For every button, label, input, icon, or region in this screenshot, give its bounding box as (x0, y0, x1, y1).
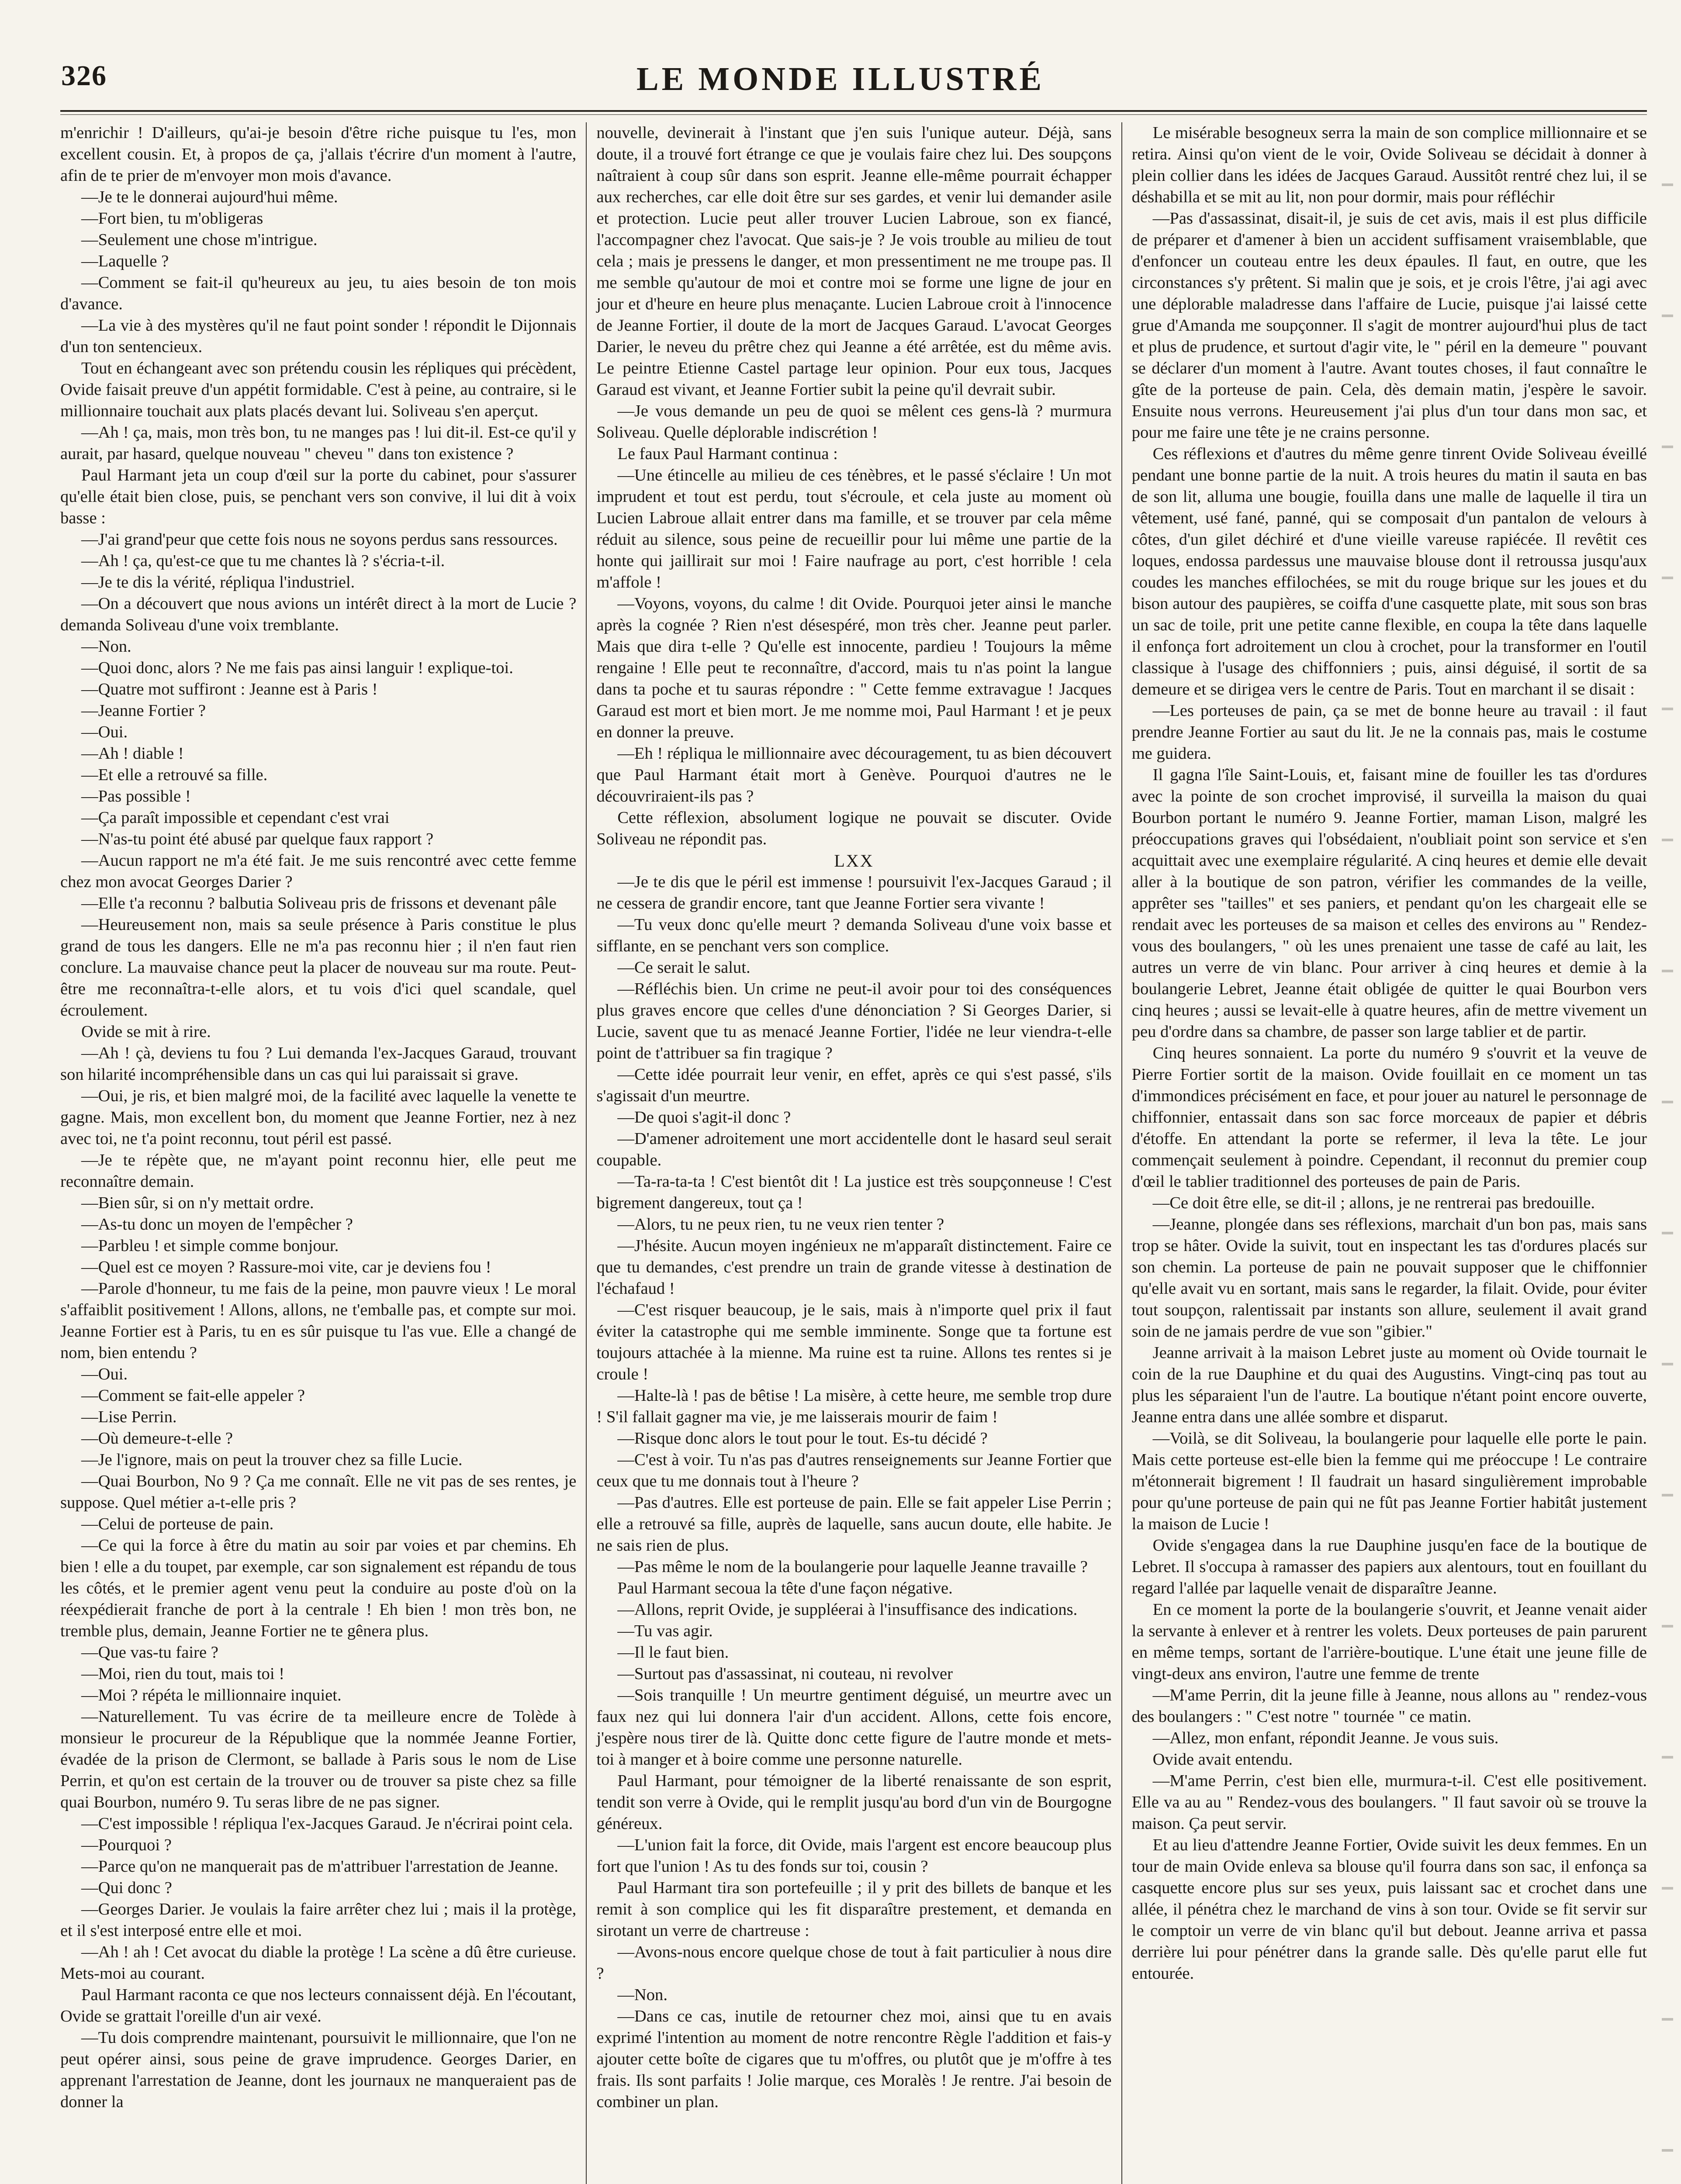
paragraph: —Où demeure-t-elle ? (81, 1429, 233, 1448)
paragraph: —Que vas-tu faire ? (81, 1643, 218, 1662)
paragraph: —C'est à voir. Tu n'as pas d'autres renseignements sur Jeanne Fortier que ceux que tu me donnais tout à l'heure ? (596, 1451, 1112, 1490)
paragraph: —On a découvert que nous avions un intérêt direct à la mort de Lucie ? demanda Soliveau d'une voix tremblante. (60, 594, 577, 634)
paragraph: —Réfléchis bien. Un crime ne peut-il avoir pour toi des conséquences plus graves encore que celles d'une dénonciation ? Si Georges Darier, si Lucie, savent que tu as menacé Jeanne Fortier, l'idée ne leur viendra-t-elle point de t'attribuer sa fin tragique ? (596, 980, 1112, 1062)
paragraph: Ces réflexions et d'autres du même genre tinrent Ovide Soliveau éveillé pendant une bonne partie de la nuit. A trois heures du matin il sauta en bas de son lit, alluma une bougie, fouilla dans une malle de laquelle il tira un vêtement, usé fané, panné, qui se composait d'un pantalon de velours à côtes, d'un gilet déchiré et d'une vieille vareuse rapiécée. Il revêtit ces loques, endossa pardessus une mauvaise blouse dont il retroussa jusqu'aux coudes les manches effilochées, se mit du rouge brique sur les joues et du bison autour des paupières, se coiffa d'une casquette plate, mit sous son bras un sac de toile, prit une petite canne flexible, en coupa la tête dans laquelle il enfonça fort adroitement un clou à crochet, pour la transformer en l'outil classique à l'usage des chiffonniers ; puis, ainsi déguisé, il sortit de sa demeure et se dirigea vers le centre de Paris. Tout en marchant il se disait : (1131, 445, 1647, 698)
paragraph: —Georges Darier. Je voulais la faire arrêter chez lui ; mais il la protège, et il s'est interposé entre elle et moi. (60, 1900, 577, 1940)
paragraph: Le misérable besogneux serra la main de son complice millionnaire et se retira. Ainsi qu'on vient de le voir, Ovide Soliveau se décidait à donner à plein collier dans les idées de Jacques Garaud. Aussitôt rentré chez lui, il se déshabilla et se mit au lit, non pour dormir, mais pour réfléchir (1131, 124, 1647, 206)
paragraph: —M'ame Perrin, dit la jeune fille à Jeanne, nous allons au " rendez-vous des boulangers : " C'est notre " tournée " ce matin. (1131, 1686, 1647, 1726)
paragraph: —Quatre mot suffiront : Jeanne est à Paris ! (81, 680, 378, 698)
paragraph: —Ce qui la force à être du matin au soir par voies et par chemins. Eh bien ! elle a du toupet, par exemple, car son signalement est répandu de tous les côtés, et le premier agent venu peut la conduire au poste d'où on la réexpédierait franche de port à la centrale ! Eh bien ! mon très bon, ne tremble plus, demain, Jeanne Fortier ne te gênera plus. (60, 1536, 577, 1640)
paragraph: —Je l'ignore, mais on peut la trouver chez sa fille Lucie. (81, 1451, 463, 1469)
paragraph: —Allons, reprit Ovide, je suppléerai à l'insuffisance des indications. (617, 1600, 1078, 1619)
paragraph: —Moi, rien du tout, mais toi ! (81, 1665, 285, 1683)
paragraph: —Voyons, voyons, du calme ! dit Ovide. Pourquoi jeter ainsi le manche après la cognée ? Rien n'est désespéré, mon très cher. Jeanne peut parler. Mais que dira t-elle ? Qu'elle est innocente, pardieu ! Toujours la même rengaine ! Elle peut te reconnaître, d'accord, mais tu n'as point la langue dans ta poche et tu sauras répondre : " Cette femme extravague ! Jacques Garaud est mort et bien mort. Je me nomme moi, Paul Harmant ! et je peux en donner la preuve. (596, 594, 1112, 741)
paragraph: —Ah ! ça, mais, mon très bon, tu ne manges pas ! lui dit-il. Est-ce qu'il y aurait, par hasard, quelque nouveau " cheveu " dans ton existence ? (60, 423, 577, 463)
paragraph: —La vie à des mystères qu'il ne faut point sonder ! répondit le Dijonnais d'un ton sentencieux. (60, 316, 577, 356)
paragraph: —Allez, mon enfant, répondit Jeanne. Je vous suis. (1152, 1729, 1499, 1747)
paragraph: —Je vous demande un peu de quoi se mêlent ces gens-là ? murmura Soliveau. Quelle déplorable indiscrétion ! (596, 402, 1112, 442)
paragraph: —As-tu donc un moyen de l'empêcher ? (81, 1215, 353, 1234)
journal-title: LE MONDE ILLUSTRÉ (636, 61, 1045, 97)
paragraph: —Pas d'autres. Elle est porteuse de pain. Elle se fait appeler Lise Perrin ; elle a retrouvé sa fille, auprès de laquelle, sans aucun doute, elle habite. Je ne sais rien de plus. (596, 1493, 1112, 1555)
header-rule-thin (60, 114, 1647, 115)
column-3 (1121, 122, 1647, 2184)
paragraph: —Je te dis que le péril est immense ! poursuivit l'ex-Jacques Garaud ; il ne cessera de grandir encore, tant que Jeanne Fortier sera vivante ! (596, 873, 1112, 912)
paragraph: —Risque donc alors le tout pour le tout. Es-tu décidé ? (617, 1429, 988, 1448)
paragraph: —Pas d'assassinat, disait-il, je suis de cet avis, mais il est plus difficile de préparer et d'amener à bien un accident suffisament vraisemblable, que d'enfoncer un couteau entre les deux épaules. Il faut, en outre, que les circonstances s'y prêtent. Si malin que je sois, et je crois l'être, j'ai agi avec une déplorable maladresse dans l'affaire de Lucie, puisque j'ai laissé cette grue d'Amanda me soupçonner. Il s'agit de montrer aujourd'hui plus de tact et plus de prudence, et surtout d'agir vite, le " péril en la demeure " pouvant se déclarer d'un moment à l'autre. Avant toutes choses, il faut connaître le gîte de la porteuse de pain. Cela, dès demain matin, j'espère le savoir. Ensuite nous verrons. Heureusement j'ai plus d'un tour dans mon sac, et pour me faire une tête je ne crains personne. (1131, 209, 1647, 442)
paragraph: —Jeanne Fortier ? (81, 702, 206, 720)
paragraph: —Oui, je ris, et bien malgré moi, de la facilité avec laquelle la venette te gagne. Mais, mon excellent bon, du moment que Jeanne Fortier, nez à nez avec toi, ne t'a point reconnu, tout péril est passé. (60, 1087, 577, 1148)
paragraph: —Celui de porteuse de pain. (81, 1515, 274, 1533)
paragraph: Paul Harmant jeta un coup d'œil sur la porte du cabinet, pour s'assurer qu'elle était bien close, puis, se penchant vers son convive, il lui dit à voix basse : (60, 466, 577, 527)
paragraph: Ovide avait entendu. (1152, 1750, 1293, 1769)
paragraph: —Ça paraît impossible et cependant c'est vrai (81, 809, 390, 827)
paragraph: —Tu dois comprendre maintenant, poursuivit le millionnaire, que l'on ne peut opérer ainsi, sous peine de grave imprudence. Georges Darier, en apprenant l'arrestation de Jeanne, dont les journaux ne manqueraient pas de donner la (60, 2028, 577, 2111)
paragraph: Et au lieu d'attendre Jeanne Fortier, Ovide suivit les deux femmes. En un tour de main Ovide enleva sa blouse qu'il fourra dans son sac, il enfonça sa casquette encore plus sur ses yeux, puis laissant sac et crochet dans une allée, il pénétra chez le marchand de vins à son tour. Ovide se fit servir sur le comptoir un verre de vin blanc qu'il but debout. Jeanne arriva et passa derrière lui pour pénétrer dans la grande salle. Dès qu'elle parut elle fut entourée. (1131, 1836, 1647, 1983)
paragraph: —Elle t'a reconnu ? balbutia Soliveau pris de frissons et devenant pâle (81, 894, 557, 912)
paragraph: —Non. (617, 1986, 668, 2004)
header-rule (60, 110, 1647, 112)
paragraph: —Parole d'honneur, tu me fais de la peine, mon pauvre vieux ! Le moral s'affaiblit positivement ! Allons, allons, ne t'emballe pas, et compte sur moi. Jeanne Fortier est à Paris, tu en es sûr puisque tu l'as vue. Elle a changé de nom, bien entendu ? (60, 1279, 577, 1362)
paragraph: —Dans ce cas, inutile de retourner chez moi, ainsi que tu en avais exprimé l'intention au moment de notre rencontre Règle l'addition et fais-y ajouter cette boîte de cigares que tu m'offres, ou plutôt que je m'offre à tes frais. Ils sont parfaits ! Jolie marque, ces Moralès ! Je rentre. J'ai besoin de combiner un plan. (596, 2007, 1112, 2111)
paragraph: —Les porteuses de pain, ça se met de bonne heure au travail : il faut prendre Jeanne Fortier au saut du lit. Je ne la connais pas, mais le costume me guidera. (1131, 702, 1647, 763)
paragraph: Ovide s'engagea dans la rue Dauphine jusqu'en face de la boutique de Lebret. Il s'occupa à ramasser des papiers aux alentours, tout en fouillant du regard l'allée par laquelle venait de disparaître Jeanne. (1131, 1536, 1647, 1597)
paragraph: —Naturellement. Tu vas écrire de ta meilleure encre de Tolède à monsieur le procureur de la République que la nommée Jeanne Fortier, évadée de la prison de Clermont, se ballade à Paris sous le nom de Lise Perrin, et qu'on est certain de la trouver ou de trouver sa piste chez sa fille quai Bourbon, numéro 9. Tu seras libre de ne pas signer. (60, 1707, 577, 1811)
scan-edge-shadow (1662, 131, 1673, 2184)
paragraph: Cette réflexion, absolument logique ne pouvait se discuter. Ovide Soliveau ne répondit pas. (596, 809, 1112, 848)
paragraph: En ce moment la porte de la boulangerie s'ouvrit, et Jeanne venait aider la servante à enlever et à rentrer les volets. Deux porteuses de pain parurent en même temps, sortant de l'arrière-boutique. L'une était une jeune fille de vingt-deux ans environ, l'autre une femme de trente (1131, 1600, 1647, 1683)
paragraph: —Bien sûr, si on n'y mettait ordre. (81, 1194, 314, 1212)
paragraph: —J'hésite. Aucun moyen ingénieux ne m'apparaît distinctement. Faire ce que tu demandes, c'est prendre un train de grande vitesse à destination de l'échafaud ! (596, 1237, 1112, 1298)
paragraph: nouvelle, devinerait à l'instant que j'en suis l'unique auteur. Déjà, sans doute, il a trouvé fort étrange ce que je voulais faire chez lui. Des soupçons naîtraient à coup sûr dans son esprit. Jeanne elle-même pourrait échapper aux recherches, car elle doit être sur ses gardes, et venir lui demander asile et protection. Lucie peut aller trouver Lucien Labroue, son ex fiancé, l'accompagner chez l'avocat. Que sais-je ? Je vois trouble au milieu de tout cela ; mais je pressens le danger, et mon pressentiment ne me troupe pas. Il me semble qu'autour de moi et contre moi se forme une ligne de jour en jour et d'heure en heure plus menaçante. Lucien Labroue croit à l'innocence de Jeanne Fortier, il doute de la mort de Jacques Garaud. L'avocat Georges Darier, le neveu du prêtre chez qui Jeanne a été arrêtée, est du même avis. Le peintre Etienne Castel partage leur opinion. Pour eux tous, Jacques Garaud est vivant, et Jeanne Fortier subit la peine qu'il devrait subir. (596, 124, 1112, 399)
paragraph: —Non. (81, 637, 131, 656)
paragraph: —Quel est ce moyen ? Rassure-moi vite, car je deviens fou ! (81, 1258, 491, 1276)
paragraph: Jeanne arrivait à la maison Lebret juste au moment où Ovide tournait le coin de la rue Dauphine et du quai des Augustins. Vingt-cinq pas tout au plus les séparaient l'un de l'autre. La boutique n'étant point encore ouverte, Jeanne entra dans une allée sombre et disparut. (1131, 1344, 1647, 1426)
paragraph: —L'union fait la force, dit Ovide, mais l'argent est encore beaucoup plus fort que l'union ! As tu des fonds sur toi, cousin ? (596, 1836, 1112, 1876)
paragraph: —M'ame Perrin, c'est bien elle, murmura-t-il. C'est elle positivement. Elle va au au " Rendez-vous des boulangers. " Il faut savoir où se trouve la maison. Ça peut servir. (1131, 1772, 1647, 1833)
paragraph: —Lise Perrin. (81, 1408, 177, 1426)
paragraph: —C'est risquer beaucoup, je le sais, mais à n'importe quel prix il faut éviter la catastrophe qui me semble imminente. Songe que ta fortune est toujours attachée à la mienne. Ma ruine est ta ruine. Allons tes rentes si je croule ! (596, 1301, 1112, 1383)
paragraph: —Quoi donc, alors ? Ne me fais pas ainsi languir ! explique-toi. (81, 659, 513, 677)
paragraph: —Ta-ra-ta-ta ! C'est bientôt dit ! La justice est très soupçonneuse ! C'est bigrement dangereux, tout ça ! (596, 1172, 1112, 1212)
paragraph: —Ah ! ah ! Cet avocat du diable la protège ! La scène a dû être curieuse. Mets-moi au courant. (60, 1943, 577, 1983)
paragraph: —Seulement une chose m'intrigue. (81, 231, 318, 249)
article-columns (60, 122, 1647, 2184)
paragraph: —Moi ? répéta le millionnaire inquiet. (81, 1686, 342, 1704)
paragraph: —Et elle a retrouvé sa fille. (81, 766, 268, 784)
paragraph: —N'as-tu point été abusé par quelque faux rapport ? (81, 830, 434, 848)
paragraph: —Cette idée pourrait leur venir, en effet, après ce qui s'est passé, s'ils s'agissait d'un meurtre. (596, 1065, 1112, 1105)
paragraph: Paul Harmant secoua la tête d'une façon négative. (617, 1579, 953, 1597)
paragraph: —Parbleu ! et simple comme bonjour. (81, 1237, 339, 1255)
paragraph: —J'ai grand'peur que cette fois nous ne soyons perdus sans ressources. (81, 530, 558, 549)
paragraph: —C'est impossible ! répliqua l'ex-Jacques Garaud. Je n'écrirai point cela. (81, 1814, 573, 1833)
chapter-heading: LXX (834, 851, 874, 871)
paragraph: —Eh ! répliqua le millionnaire avec découragement, tu as bien découvert que Paul Harmant était mort à Genève. Pourquoi d'autres ne le découvriraient-ils pas ? (596, 744, 1112, 805)
page-number: 326 (61, 60, 107, 92)
paragraph: —Ce doit être elle, se dit-il ; allons, je ne rentrerai pas bredouille. (1152, 1194, 1595, 1212)
paragraph: —Ah ! diable ! (81, 744, 184, 763)
paragraph: —D'amener adroitement une mort accidentelle dont le hasard seul serait coupable. (596, 1130, 1112, 1169)
paragraph: —Fort bien, tu m'obligeras (81, 209, 263, 228)
paragraph: —Quai Bourbon, No 9 ? Ça me connaît. Elle ne vit pas de ses rentes, je suppose. Quel métier a-t-elle pris ? (60, 1472, 577, 1512)
paragraph: —Comment se fait-il qu'heureux au jeu, tu aies besoin de ton mois d'avance. (60, 273, 577, 313)
paragraph: —Halte-là ! pas de bêtise ! La misère, à cette heure, me semble trop dure ! S'il fallait gagner ma vie, je me laisserais mourir de faim ! (596, 1386, 1112, 1426)
paragraph: —Aucun rapport ne m'a été fait. Je me suis rencontré avec cette femme chez mon avocat Georges Darier ? (60, 851, 577, 891)
paragraph: —Alors, tu ne peux rien, tu ne veux rien tenter ? (617, 1215, 944, 1234)
paragraph: —Oui. (81, 1365, 128, 1383)
paragraph: —Pourquoi ? (81, 1836, 172, 1854)
paragraph: m'enrichir ! D'ailleurs, qu'ai-je besoin d'être riche puisque tu l'es, mon excellent cousin. Et, à propos de ça, j'allais t'écrire d'un moment à l'autre, afin de te prier de m'envoyer mon mois d'avance. (60, 124, 577, 185)
paragraph: —Je te le donnerai aujourd'hui même. (81, 188, 338, 206)
paragraph: —Comment se fait-elle appeler ? (81, 1386, 305, 1405)
paragraph: —Laquelle ? (81, 252, 169, 270)
paragraph: —Surtout pas d'assassinat, ni couteau, ni revolver (617, 1665, 953, 1683)
paragraph: —Heureusement non, mais sa seule présence à Paris constitue le plus grand de tous les dangers. Elle ne m'a pas reconnu hier ; il n'en faut rien conclure. La mauvaise chance peut la placer de nouveau sur ma route. Peut-être me reconnaîtra-t-elle alors, et tu vois d'ici quel scandale, quel écroulement. (60, 916, 577, 1019)
paragraph: —Tu vas agir. (617, 1622, 713, 1640)
paragraph: —Qui donc ? (81, 1879, 172, 1897)
paragraph: Ovide se mit à rire. (81, 1023, 211, 1041)
paragraph: —Avons-nous encore quelque chose de tout à fait particulier à nous dire ? (596, 1943, 1112, 1983)
paragraph: —De quoi s'agit-il donc ? (617, 1108, 791, 1127)
paragraph: —Ah ! ça, qu'est-ce que tu me chantes là ? s'écria-t-il. (81, 552, 445, 570)
paragraph: Paul Harmant, pour témoigner de la liberté renaissante de son esprit, tendit son verre à Ovide, qui le remplit jusqu'au bord d'un vin de Bourgogne généreux. (596, 1772, 1112, 1833)
paragraph: —Jeanne, plongée dans ses réflexions, marchait d'un bon pas, mais sans trop se hâter. Ovide la suivit, tout en inspectant les tas d'ordures placés sur son chemin. La porteuse de pain ne pouvait supposer que le chiffonnier qu'elle avait vu en sortant, mais sans le regarder, la filait. Ovide, pour éviter tout soupçon, ralentissait par instants son allure, seulement il avait grand soin de ne jamais perdre de vue son "gibier." (1131, 1215, 1647, 1341)
paragraph: Paul Harmant raconta ce que nos lecteurs connaissent déjà. En l'écoutant, Ovide se grattait l'oreille d'un air vexé. (60, 1986, 577, 2025)
paragraph: Tout en échangeant avec son prétendu cousin les répliques qui précèdent, Ovide faisait preuve d'un appétit formidable. C'est à peine, au contraire, si le millionnaire touchait aux plats placés devant lui. Soliveau s'en aperçut. (60, 359, 577, 420)
paragraph: —Pas même le nom de la boulangerie pour laquelle Jeanne travaille ? (617, 1558, 1088, 1576)
paragraph: —Ah ! çà, deviens tu fou ? Lui demanda l'ex-Jacques Garaud, trouvant son hilarité incompréhensible dans un cas qui lui paraissait si grave. (60, 1044, 577, 1084)
paragraph: —Une étincelle au milieu de ces ténèbres, et le passé s'éclaire ! Un mot imprudent et tout est perdu, tout s'écroule, et cela juste au moment où Lucien Labroue allait entrer dans ma famille, et se trouver par cela même réduit au silence, sous peine de recueillir pour lui même une partie de la honte qui jaillirait sur moi ! Faire naufrage au port, c'est horrible ! cela m'affole ! (596, 466, 1112, 591)
paragraph: —Je te répète que, ne m'ayant point reconnu hier, elle peut me reconnaître demain. (60, 1151, 577, 1191)
paragraph: Cinq heures sonnaient. La porte du numéro 9 s'ouvrit et la veuve de Pierre Fortier sortit de la maison. Ovide fouillait en ce moment un tas d'immondices précisément en face, et pour jouer au naturel le personnage de chiffonnier, entassait dans son sac force morceaux de papier et débris d'étoffe. En attendant la porte se refermer, il leva la tête. Le jour commençait seulement à poindre. Cependant, il reconnut du premier coup d'œil le tablier traditionnel des porteuses de pain de Paris. (1131, 1044, 1647, 1191)
paragraph: —Oui. (81, 723, 128, 741)
paragraph: —Il le faut bien. (617, 1643, 729, 1662)
paragraph: —Pas possible ! (81, 787, 191, 805)
paragraph: —Ce serait le salut. (617, 958, 751, 977)
paragraph: —Je te dis la vérité, répliqua l'industriel. (81, 573, 355, 591)
paragraph: Paul Harmant tira son portefeuille ; il y prit des billets de banque et les remit à son complice qui les fit disparaître prestement, et demanda en sirotant un verre de chartreuse : (596, 1879, 1112, 1940)
paragraph: Le faux Paul Harmant continua : (617, 445, 838, 463)
paragraph: —Voilà, se dit Soliveau, la boulangerie pour laquelle elle porte le pain. Mais cette porteuse est-elle bien la femme qui me préoccupe ! Le contraire m'étonnerait bigrement ! Il faudrait un hasard singulièrement improbable pour qu'une porteuse de pain qui ne fût pas Jeanne Fortier habitât justement la maison de Lucie ! (1131, 1429, 1647, 1533)
column-1 (60, 122, 576, 2184)
paragraph: —Parce qu'on ne manquerait pas de m'attribuer l'arrestation de Jeanne. (81, 1857, 559, 1876)
paragraph: —Tu veux donc qu'elle meurt ? demanda Soliveau d'une voix basse et sifflante, en se penchant vers son complice. (596, 916, 1112, 955)
paragraph: Il gagna l'île Saint-Louis, et, faisant mine de fouiller les tas d'ordures avec la pointe de son crochet improvisé, il surveilla la maison du quai Bourbon portant le numéro 9. Jeanne Fortier, maman Lison, malgré les préoccupations graves qui l'obsédaient, n'oubliait point son service et s'en acquittait avec une exemplaire régularité. A cinq heures et demie elle devait aller à la boutique de son patron, vérifier les commandes de la veille, apprêter ses "tailles" et ses paniers, et pendant qu'on les chargeait elle se rendait avec les porteuses de sa maison et celles des environs au " Rendez-vous des boulangers, " où les unes prenaient une tasse de café au lait, les autres un verre de vin blanc. Pour arriver à cinq heures et demie à la boulangerie Lebret, Jeanne était obligée de quitter le quai Bourbon vers cinq heures ; aussi se levait-elle à quatre heures, afin de mettre vivement un peu d'ordre dans sa chambre, de passer son large tablier et de partir. (1131, 766, 1647, 1041)
paragraph: —Sois tranquille ! Un meurtre gentiment déguisé, un meurtre avec un faux nez qui lui donnera l'air d'un accident. Allons, cette fois encore, j'espère nous tirer de là. Quitte donc cette figure de l'autre monde et mets-toi à manger et à boire comme une personne naturelle. (596, 1686, 1112, 1769)
column-2 (586, 122, 1111, 2184)
